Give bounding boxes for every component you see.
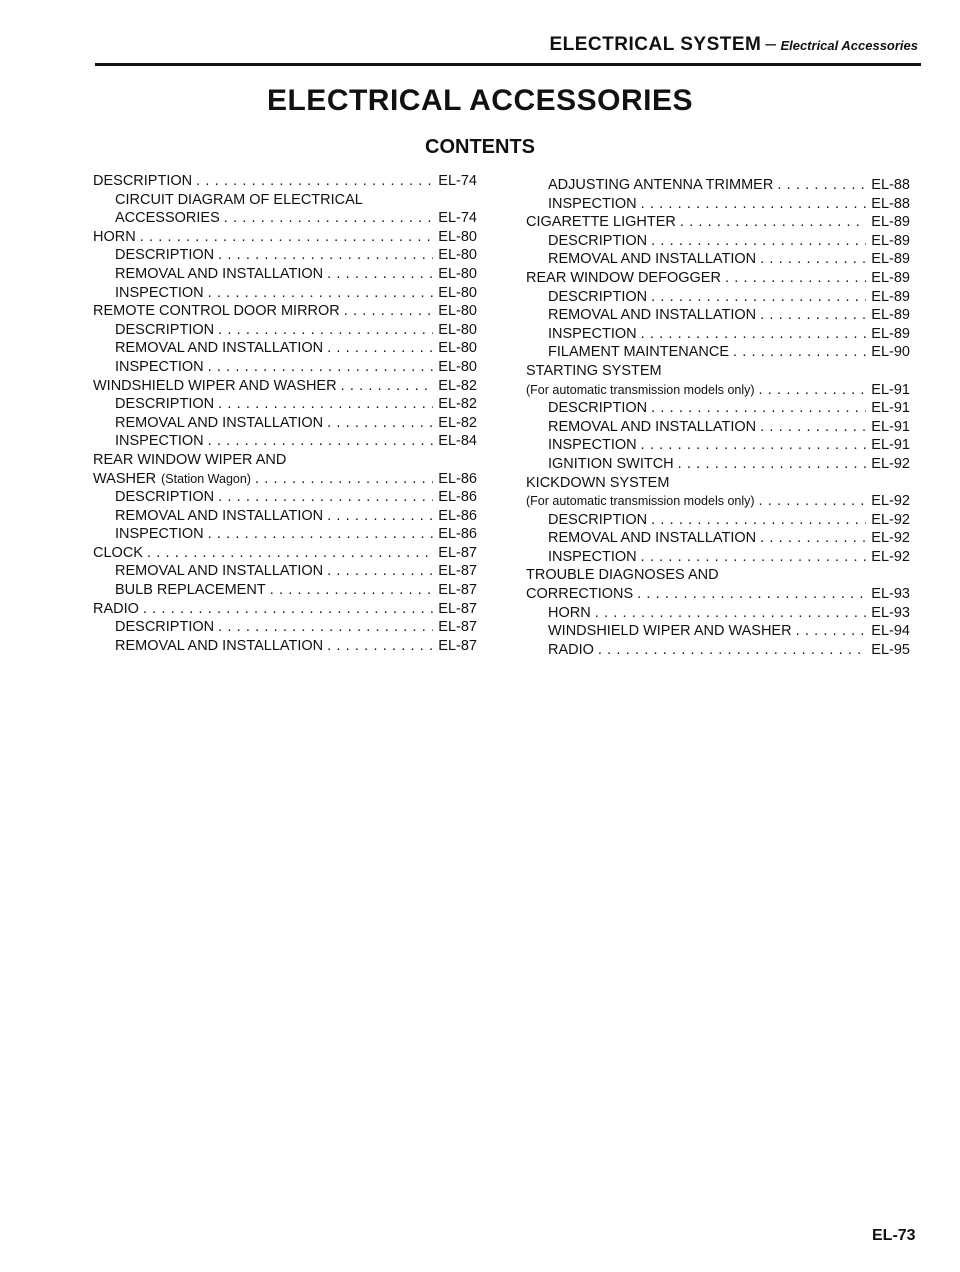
toc-entry-title: DESCRIPTION <box>115 321 215 338</box>
toc-entry[interactable] <box>93 470 477 489</box>
toc-entry-page: EL-92 <box>871 455 910 472</box>
toc-entry[interactable] <box>93 451 477 470</box>
toc-entry-title: WINDSHIELD WIPER AND WASHER <box>548 623 792 640</box>
dot-leader <box>760 250 866 269</box>
toc-entry-title: REMOVAL AND INSTALLATION <box>115 414 324 431</box>
toc-entry-label <box>115 358 204 377</box>
toc-entry[interactable] <box>93 246 477 265</box>
toc-entry-label <box>548 250 756 269</box>
toc-entry-page: EL-87 <box>438 582 477 599</box>
toc-entry-title: REMOVAL AND INSTALLATION <box>548 307 757 324</box>
dot-leader <box>208 432 433 451</box>
toc-entry-title: REMOVAL AND INSTALLATION <box>115 507 324 524</box>
toc-entry-label <box>115 432 204 451</box>
toc-entry[interactable] <box>526 492 910 511</box>
dot-leader <box>641 436 866 455</box>
toc-entry-title: IGNITION SWITCH <box>548 455 674 472</box>
toc-entry[interactable] <box>93 600 477 619</box>
toc-entry[interactable] <box>526 436 910 455</box>
dot-leader <box>147 544 433 563</box>
dot-leader <box>651 399 866 418</box>
toc-entry[interactable] <box>526 418 910 437</box>
dot-leader <box>760 418 866 437</box>
dot-leader <box>641 195 866 214</box>
toc-entry-label <box>548 436 637 455</box>
toc-entry-page: EL-90 <box>871 344 910 361</box>
toc-entry-label <box>526 566 719 585</box>
toc-entry-title: REMOTE CONTROL DOOR MIRROR <box>93 303 340 320</box>
toc-entry-label <box>548 418 756 437</box>
toc-entry-label <box>115 581 266 600</box>
toc-entry[interactable] <box>93 507 477 526</box>
toc-entry-page: EL-80 <box>438 284 477 301</box>
toc-entry-label <box>115 209 220 228</box>
toc-entry-label <box>548 641 594 660</box>
toc-entry[interactable] <box>93 581 477 600</box>
toc-entry-title: ADJUSTING ANTENNA TRIMMER <box>548 177 774 193</box>
toc-entry-label <box>115 339 323 358</box>
toc-entry-label <box>93 172 192 191</box>
toc-entry[interactable] <box>93 321 477 340</box>
toc-entry[interactable] <box>526 343 910 362</box>
toc-entry-page: EL-92 <box>871 511 910 528</box>
toc-entry-page: EL-89 <box>871 325 910 342</box>
toc-entry-page: EL-86 <box>438 507 477 524</box>
toc-entry-page: EL-84 <box>438 433 477 450</box>
toc-entry-page: EL-89 <box>871 232 910 249</box>
dot-leader <box>651 511 866 530</box>
dot-leader <box>218 246 433 265</box>
dot-leader <box>255 470 433 489</box>
dot-leader <box>725 269 866 288</box>
toc-entry-title: FILAMENT MAINTENANCE <box>548 344 730 361</box>
toc-entry-label <box>548 529 756 548</box>
header-subsection: Electrical Accessories <box>780 38 918 53</box>
dot-leader <box>143 600 433 619</box>
toc-entry-page: EL-82 <box>438 414 477 431</box>
toc-entry-title: DESCRIPTION <box>548 511 648 528</box>
toc-entry-page: EL-86 <box>438 526 477 543</box>
dot-leader <box>733 343 866 362</box>
toc-entry[interactable] <box>93 265 477 284</box>
toc-entry[interactable] <box>526 604 910 623</box>
dot-leader <box>208 358 433 377</box>
header-separator: – <box>765 34 777 55</box>
dot-leader <box>344 302 433 321</box>
toc-entry-page: EL-95 <box>871 641 910 658</box>
toc-entry-label <box>548 325 637 344</box>
dot-leader <box>327 414 433 433</box>
toc-entry[interactable] <box>93 377 477 396</box>
toc-entry[interactable] <box>93 525 477 544</box>
toc-entry-title: CIGARETTE LIGHTER <box>526 214 676 231</box>
toc-entry-label <box>548 511 647 530</box>
toc-entry-label <box>548 176 773 195</box>
toc-entry[interactable] <box>93 172 477 191</box>
toc-entry-title: CORRECTIONS <box>526 586 634 603</box>
toc-entry-page: EL-94 <box>871 623 910 640</box>
toc-entry-page: EL-93 <box>871 604 910 621</box>
dot-leader <box>218 488 433 507</box>
toc-entry-page: EL-92 <box>871 530 910 547</box>
toc-entry-title: DESCRIPTION <box>93 173 193 189</box>
toc-entry-page: EL-82 <box>438 396 477 413</box>
toc-entry-label <box>548 399 647 418</box>
dot-leader <box>796 622 866 641</box>
toc-entry-label <box>93 228 136 247</box>
dot-leader <box>327 637 433 656</box>
dot-leader <box>224 209 433 228</box>
toc-entry-page: EL-87 <box>438 563 477 580</box>
dot-leader <box>641 548 866 567</box>
toc-entry-title: INSPECTION <box>115 526 204 543</box>
dot-leader <box>651 288 866 307</box>
header-rule <box>95 63 921 66</box>
toc-entry-title: STARTING SYSTEM <box>526 362 662 379</box>
toc-left-column <box>93 172 477 655</box>
dot-leader <box>598 641 866 660</box>
dot-leader <box>218 321 433 340</box>
toc-entry-note: (For automatic transmission models only) <box>526 494 755 509</box>
toc-entry-page: EL-87 <box>438 637 477 654</box>
dot-leader <box>678 455 866 474</box>
dot-leader <box>327 265 433 284</box>
toc-entry-page: EL-74 <box>438 210 477 227</box>
dot-leader <box>637 585 866 604</box>
toc-entry[interactable] <box>93 432 477 451</box>
toc-entry-title: REMOVAL AND INSTALLATION <box>548 251 757 268</box>
toc-entry-label <box>526 492 755 511</box>
toc-entry-label <box>115 562 323 581</box>
toc-entry-label <box>115 637 323 656</box>
toc-entry-page: EL-91 <box>871 437 910 454</box>
toc-entry-title: HORN <box>93 228 136 245</box>
toc-entry-label <box>548 306 756 325</box>
toc-entry-label <box>93 544 143 563</box>
dot-leader <box>270 581 433 600</box>
dot-leader <box>140 228 433 247</box>
toc-entry[interactable] <box>526 269 910 288</box>
toc-entry-label <box>548 288 647 307</box>
toc-entry-label <box>548 343 729 362</box>
toc-entry-page: EL-91 <box>871 418 910 435</box>
toc-entry[interactable] <box>93 618 477 637</box>
toc-entry[interactable] <box>526 529 910 548</box>
toc-entry-title: WASHER <box>93 470 157 487</box>
dot-leader <box>327 339 433 358</box>
toc-entry-title: HORN <box>548 604 591 621</box>
toc-entry-title: CIRCUIT DIAGRAM OF ELECTRICAL <box>115 191 363 208</box>
toc-entry-page: EL-87 <box>438 544 477 561</box>
toc-entry-title: INSPECTION <box>548 195 637 212</box>
toc-entry-title: REMOVAL AND INSTALLATION <box>115 637 324 654</box>
toc-entry-title: KICKDOWN SYSTEM <box>526 474 670 491</box>
toc-entry-title: RADIO <box>93 600 139 617</box>
toc-entry-label <box>548 548 637 567</box>
toc-entry-label <box>93 600 139 619</box>
header-section: ELECTRICAL SYSTEM <box>549 34 762 55</box>
toc-entry-title: DESCRIPTION <box>115 396 215 413</box>
page-number: EL-73 <box>872 1227 916 1244</box>
toc-entry-title: INSPECTION <box>115 433 204 450</box>
toc-entry[interactable] <box>93 414 477 433</box>
toc-entry[interactable] <box>526 455 910 474</box>
toc-entry-page: EL-86 <box>438 489 477 506</box>
dot-leader <box>760 529 866 548</box>
toc-entry-label <box>548 622 792 641</box>
toc-entry-title: DESCRIPTION <box>115 247 215 264</box>
toc-entry-note: (For automatic transmission models only) <box>526 382 755 397</box>
toc-entry[interactable] <box>526 381 910 400</box>
toc-entry-label <box>548 455 674 474</box>
toc-entry-label <box>115 488 214 507</box>
dot-leader <box>680 213 866 232</box>
toc-entry-label <box>115 395 214 414</box>
toc-entry[interactable] <box>526 548 910 567</box>
toc-entry-title: REMOVAL AND INSTALLATION <box>115 265 324 282</box>
dot-leader <box>651 232 866 251</box>
toc-entry[interactable] <box>526 250 910 269</box>
dot-leader <box>760 306 866 325</box>
dot-leader <box>218 618 433 637</box>
toc-entry-page: EL-80 <box>438 303 477 320</box>
toc-entry-label <box>548 232 647 251</box>
toc-entry-title: REMOVAL AND INSTALLATION <box>115 563 324 580</box>
toc-entry-title: DESCRIPTION <box>548 400 648 417</box>
toc-entry-label <box>115 507 323 526</box>
toc-entry-title: TROUBLE DIAGNOSES AND <box>526 567 719 584</box>
toc-entry[interactable] <box>526 176 910 195</box>
toc-entry[interactable] <box>526 511 910 530</box>
toc-entry-label <box>526 381 755 400</box>
toc-entry[interactable] <box>526 399 910 418</box>
toc-entry-title: DESCRIPTION <box>115 489 215 506</box>
dot-leader <box>341 377 433 396</box>
toc-entry-label <box>526 585 633 604</box>
toc-entry[interactable] <box>93 637 477 656</box>
toc-entry[interactable] <box>526 325 910 344</box>
toc-entry-page: EL-80 <box>438 340 477 357</box>
toc-entry-page: EL-80 <box>438 358 477 375</box>
toc-entry-label <box>93 377 337 396</box>
toc-entry-title: REAR WINDOW WIPER AND <box>93 451 287 468</box>
toc-entry-page: EL-89 <box>871 269 910 286</box>
toc-entry-title: DESCRIPTION <box>548 288 648 305</box>
toc-entry[interactable] <box>93 302 477 321</box>
toc-entry-title: WINDSHIELD WIPER AND WASHER <box>93 377 337 394</box>
toc-entry-label <box>115 525 204 544</box>
toc-entry-page: EL-89 <box>871 288 910 305</box>
dot-leader <box>777 176 866 195</box>
toc-entry[interactable] <box>93 339 477 358</box>
dot-leader <box>208 284 433 303</box>
dot-leader <box>595 604 866 623</box>
toc-entry-title: CLOCK <box>93 544 143 561</box>
toc-entry-label <box>115 414 323 433</box>
running-header <box>549 34 918 56</box>
toc-entry-page: EL-87 <box>438 619 477 636</box>
toc-entry-page: EL-80 <box>438 321 477 338</box>
toc-entry-label <box>526 474 669 493</box>
toc-entry-title: RADIO <box>548 641 594 658</box>
toc-entry-page: EL-91 <box>871 400 910 417</box>
toc-entry-page: EL-82 <box>438 377 477 394</box>
toc-entry-label <box>93 451 286 470</box>
toc-entry-label <box>93 302 340 321</box>
toc-entry-label <box>115 284 204 303</box>
toc-entry-page: EL-89 <box>871 214 910 231</box>
toc-entry-page: EL-92 <box>871 548 910 565</box>
toc-entry-title: REMOVAL AND INSTALLATION <box>548 530 757 547</box>
toc-entry-label <box>548 195 637 214</box>
toc-right-column <box>526 176 910 659</box>
toc-entry[interactable] <box>93 284 477 303</box>
dot-leader <box>641 325 866 344</box>
toc-entry-page: EL-80 <box>438 247 477 264</box>
toc-entry[interactable] <box>93 488 477 507</box>
toc-entry[interactable] <box>526 232 910 251</box>
dot-leader <box>218 395 433 414</box>
toc-entry[interactable] <box>93 358 477 377</box>
toc-entry-label <box>526 269 721 288</box>
toc-entry-label <box>526 362 662 381</box>
toc-entry-label <box>548 604 591 623</box>
toc-entry-page: EL-89 <box>871 307 910 324</box>
toc-entry-title: REMOVAL AND INSTALLATION <box>115 340 324 357</box>
toc-entry-label <box>115 246 214 265</box>
toc-entry-title: REAR WINDOW DEFOGGER <box>526 269 721 286</box>
toc-entry-label <box>115 265 323 284</box>
toc-entry-page: EL-86 <box>438 470 477 487</box>
toc-entry-page: EL-89 <box>871 251 910 268</box>
toc-entry[interactable] <box>93 544 477 563</box>
toc-entry-title: DESCRIPTION <box>548 232 648 249</box>
toc-entry-page: EL-88 <box>871 195 910 212</box>
toc-entry-page: EL-80 <box>438 265 477 282</box>
toc-entry-page: EL-91 <box>871 381 910 398</box>
toc-entry-page: EL-88 <box>871 177 910 193</box>
dot-leader <box>208 525 433 544</box>
toc-entry-page: EL-93 <box>871 586 910 603</box>
toc-entry-title: INSPECTION <box>548 325 637 342</box>
toc-entry[interactable] <box>526 195 910 214</box>
toc-entry[interactable] <box>93 395 477 414</box>
toc-entry[interactable] <box>526 566 910 585</box>
toc-entry-title: DESCRIPTION <box>115 619 215 636</box>
toc-entry[interactable] <box>526 585 910 604</box>
dot-leader <box>196 172 433 191</box>
toc-entry[interactable] <box>93 562 477 581</box>
toc-entry-page: EL-92 <box>871 493 910 510</box>
toc-entry-page: EL-74 <box>438 173 477 189</box>
toc-entry-title: ACCESSORIES <box>115 210 220 227</box>
dot-leader <box>327 562 433 581</box>
toc-entry-page: EL-87 <box>438 600 477 617</box>
toc-entry-title: INSPECTION <box>115 358 204 375</box>
toc-entry[interactable] <box>93 209 477 228</box>
toc-entry[interactable] <box>526 474 910 493</box>
toc-entry-label <box>115 618 214 637</box>
toc-entry[interactable] <box>526 213 910 232</box>
dot-leader <box>759 492 866 511</box>
toc-entry[interactable] <box>526 641 910 660</box>
toc-entry-page: EL-80 <box>438 228 477 245</box>
toc-entry-title: BULB REPLACEMENT <box>115 582 266 599</box>
toc-entry-title: REMOVAL AND INSTALLATION <box>548 418 757 435</box>
toc-entry[interactable] <box>526 362 910 381</box>
toc-entry-title: INSPECTION <box>548 548 637 565</box>
page-title: ELECTRICAL ACCESSORIES <box>266 84 694 117</box>
toc-entry[interactable] <box>93 191 477 210</box>
toc-entry-title: INSPECTION <box>115 284 204 301</box>
toc-entry-note: (Station Wagon) <box>161 471 251 486</box>
toc-entry[interactable] <box>93 228 477 247</box>
toc-entry-label <box>526 213 676 232</box>
toc-entry-label <box>115 321 214 340</box>
toc-entry-label <box>115 191 363 210</box>
dot-leader <box>759 381 866 400</box>
toc-entry[interactable] <box>526 622 910 641</box>
dot-leader <box>327 507 433 526</box>
toc-entry-title: INSPECTION <box>548 437 637 454</box>
toc-entry-label <box>93 470 251 489</box>
contents-heading: CONTENTS <box>425 136 535 158</box>
toc-entry[interactable] <box>526 288 910 307</box>
toc-entry[interactable] <box>526 306 910 325</box>
